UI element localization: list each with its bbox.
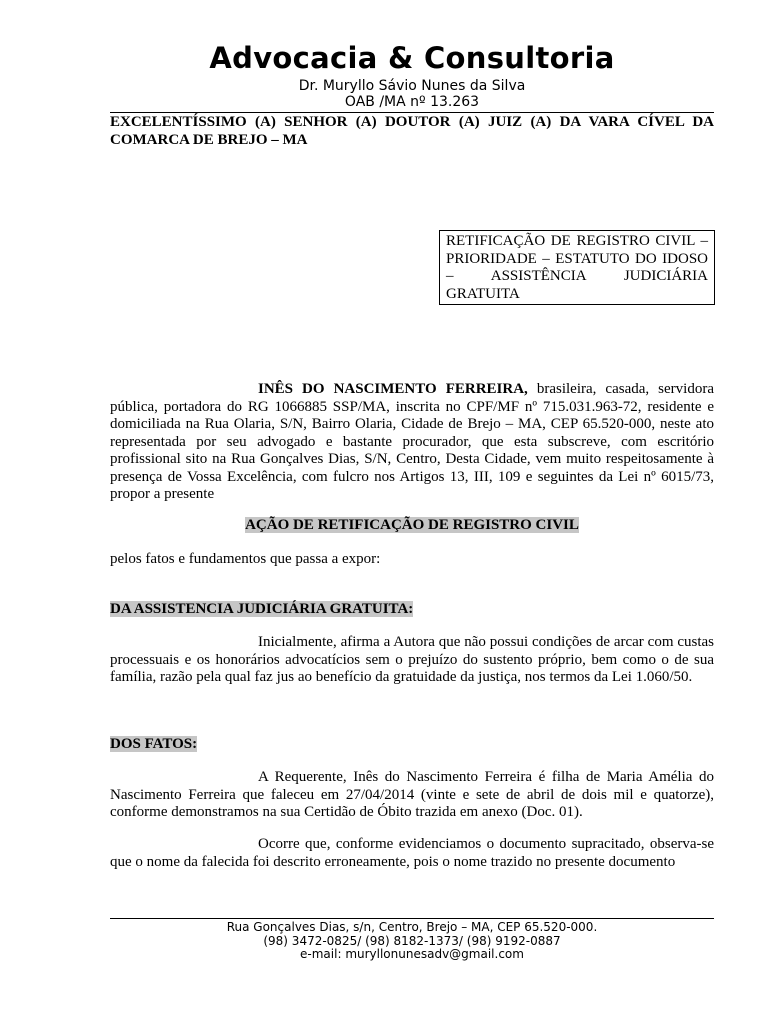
action-title-wrapper [110,517,714,535]
facts-paragraph-2: Ocorre que, conforme evidenciamos o documento supracitado, observa-se que o nome da falecida foi descrito erroneamente, pois o nome trazido no presente documento [110,836,714,870]
assistance-paragraph: Inicialmente, afirma a Autora que não possui condições de arcar com custas processuais e os honorários advocatícios sem o prejuízo do sustento próprio, bem como o de sua família, razão pela qual faz jus ao benefício da gratuidade da justiça, nos termos da Lei 1.060/50. [110,634,714,685]
facts-heading: DOS FATOS: [110,736,198,752]
footer-email: e-mail: muryllonunesadv@gmail.com [300,947,524,961]
facts-intro: pelos fatos e fundamentos que passa a expor: [110,551,381,567]
header-divider [110,112,714,113]
party-name: INÊS DO NASCIMENTO FERREIRA, [258,381,528,397]
action-title: AÇÃO DE RETIFICAÇÃO DE REGISTRO CIVIL [245,517,579,533]
facts-heading-wrapper [110,736,197,754]
footer [110,921,714,962]
assistance-heading-wrapper [110,601,413,619]
letterhead [110,38,714,110]
footer-address: Rua Gonçalves Dias, s/n, Centro, Brejo – MA, CEP 65.520-000. [226,920,598,934]
qualification-text: brasileira, casada, servidora pública, portadora do RG 1066885 SSP/MA, inscrita no CPF/MF nº 715.031.963-72, residente e domiciliada na Rua Olaria, S/N, Bairro Olaria, Cidade de Brejo – MA, CEP 65.520-000, neste ato representada por seu advogado e bastante procurador, que esta subscreve, com escritório profissional sito na Rua Gonçalves Dias, S/N, Centro, Desta Cidade, vem muito respeitosamente à presença de Vossa Excelência, com fulcro nos Artigos 13, III, 109 e seguintes da Lei nº 6015/73, propor a presente [110,381,714,502]
footer-phones: (98) 3472-0825/ (98) 8182-1373/ (98) 9192-0887 [263,933,561,948]
footer-divider [110,918,714,919]
subject-box: RETIFICAÇÃO DE REGISTRO CIVIL – PRIORIDADE – ESTATUTO DO IDOSO – ASSISTÊNCIA JUDICIÁRIA GRATUITA [439,230,715,305]
qualification-paragraph [110,381,714,504]
oab-number: OAB /MA nº 13.263 [344,94,480,110]
firm-name: Advocacia & Consultoria [209,41,615,75]
assistance-heading: DA ASSISTENCIA JUDICIÁRIA GRATUITA: [110,601,414,617]
facts-paragraph-1: A Requerente, Inês do Nascimento Ferreira é filha de Maria Amélia do Nascimento Ferreira que faleceu em 27/04/2014 (vinte e sete de abril de dois mil e quatorze), conforme demonstramos na sua Certidão de Óbito trazida em anexo (Doc. 01). [110,769,714,820]
addressee: EXCELENTÍSSIMO (A) SENHOR (A) DOUTOR (A) JUIZ (A) DA VARA CÍVEL DA COMARCA DE BREJO – MA [110,114,714,148]
lawyer-name: Dr. Muryllo Sávio Nunes da Silva [298,78,526,94]
